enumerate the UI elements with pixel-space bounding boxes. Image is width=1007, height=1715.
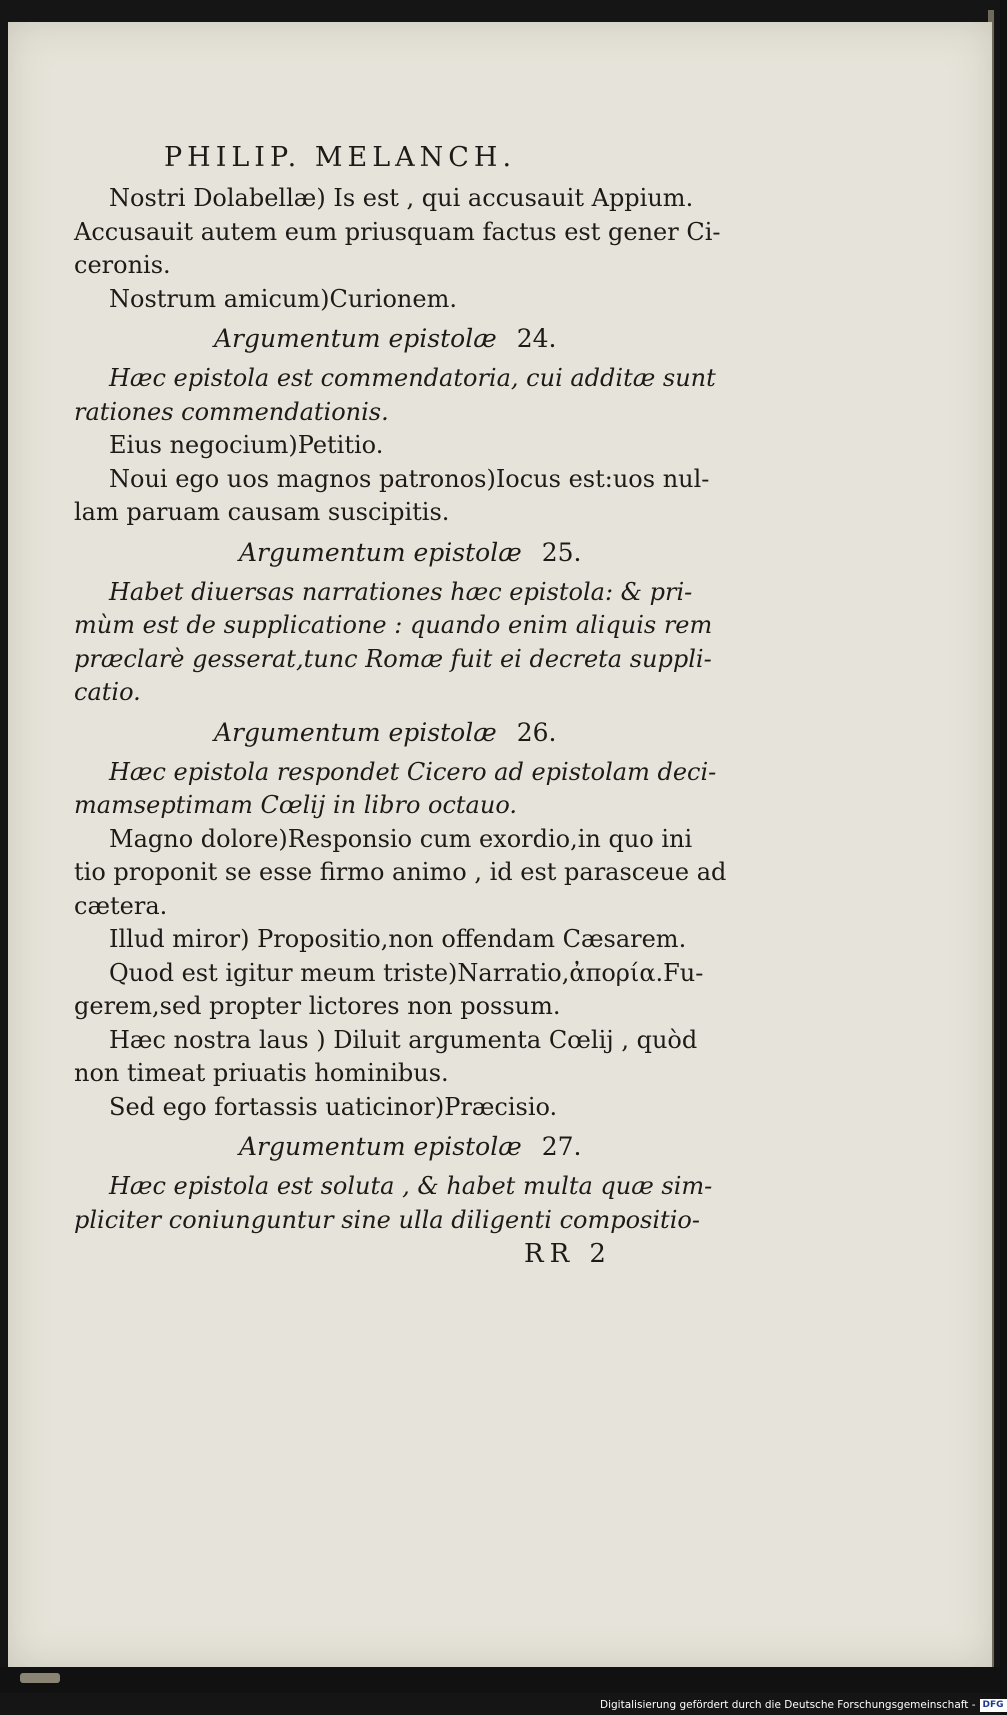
text-line: tio proponit se esse firmo animo , id est parasceue ad (74, 858, 727, 886)
argument-line: Hæc epistola est commendatoria, cui additæ sunt (109, 364, 716, 392)
argument-line: Habet diuersas narrationes hæc epistola: & pri- (109, 577, 693, 606)
book-page (8, 22, 992, 1667)
heading-label: Argumentum epistolæ (214, 717, 497, 747)
heading-label: Argumentum epistolæ (239, 1132, 522, 1161)
text-line: Illud miror) Propositio,non offendam Cæsarem. (109, 925, 687, 953)
text-line: Noui ego uos magnos patronos)Iocus est:uos nul- (109, 464, 710, 493)
argument-line: rationes commendationis. (74, 397, 389, 426)
heading-label: Argumentum epistolæ (214, 324, 497, 353)
argument-line: pliciter coniunguntur sine ulla diligenti compositio- (74, 1205, 700, 1234)
argument-line: mùm est de supplicatione : quando enim aliquis rem (74, 611, 713, 639)
text-line: Magno dolore)Responsio cum exordio,in quo ini (109, 824, 693, 853)
text-line: Hæc nostra laus ) Diluit argumenta Cœlij , quòd (109, 1025, 698, 1054)
heading-number: 26. (516, 717, 557, 747)
page-corner (20, 1673, 60, 1683)
running-head: PHILIP. MELANCH. (164, 142, 517, 173)
argument-line: præclarè gesserat,tunc Romæ fuit ei decreta suppli- (74, 644, 712, 673)
section-heading-25 (239, 530, 774, 576)
text-line: Accusauit autem eum priusquam factus est gener Ci- (74, 217, 721, 246)
text-line: ceronis. (74, 251, 171, 279)
credit-text: Digitalisierung gefördert durch die Deutsche Forschungsgemeinschaft - (600, 1699, 976, 1711)
page-text (74, 132, 774, 1271)
scan-bottom-edge (0, 1667, 1000, 1693)
section-heading-27 (239, 1124, 774, 1170)
text-line: cætera. (74, 891, 168, 920)
text-line: Nostri Dolabellæ) Is est , qui accusauit Appium. (109, 184, 694, 212)
argument-line: Hæc epistola respondet Cicero ad epistolam deci- (109, 757, 717, 786)
section-heading-24 (214, 316, 774, 362)
heading-label: Argumentum epistolæ (239, 537, 522, 567)
text-line: Nostrum amicum)Curionem. (109, 284, 457, 313)
dfg-logo: DFG (980, 1699, 1007, 1712)
section-heading-26 (214, 710, 774, 756)
argument-line: catio. (74, 678, 141, 706)
text-line: gerem,sed propter lictores non possum. (74, 992, 561, 1020)
heading-number: 27. (541, 1132, 582, 1161)
text-line: Eius negocium)Petitio. (109, 431, 384, 459)
argument-line: Hæc epistola est soluta , & habet multa quæ sim- (109, 1172, 713, 1200)
text-line: Sed ego fortassis uaticinor)Præcisio. (109, 1092, 558, 1121)
signature-mark: RR 2 (524, 1239, 612, 1269)
text-line: Quod est igitur meum triste)Narratio,ἀπορία.Fu- (109, 958, 704, 987)
text-line: lam paruam causam suscipitis. (74, 498, 450, 526)
argument-line: mamseptimam Cœlij in libro octauo. (74, 791, 517, 819)
heading-number: 25. (541, 537, 582, 567)
digitization-credit (600, 1697, 1004, 1713)
text-line: non timeat priuatis hominibus. (74, 1059, 449, 1087)
heading-number: 24. (516, 324, 557, 353)
